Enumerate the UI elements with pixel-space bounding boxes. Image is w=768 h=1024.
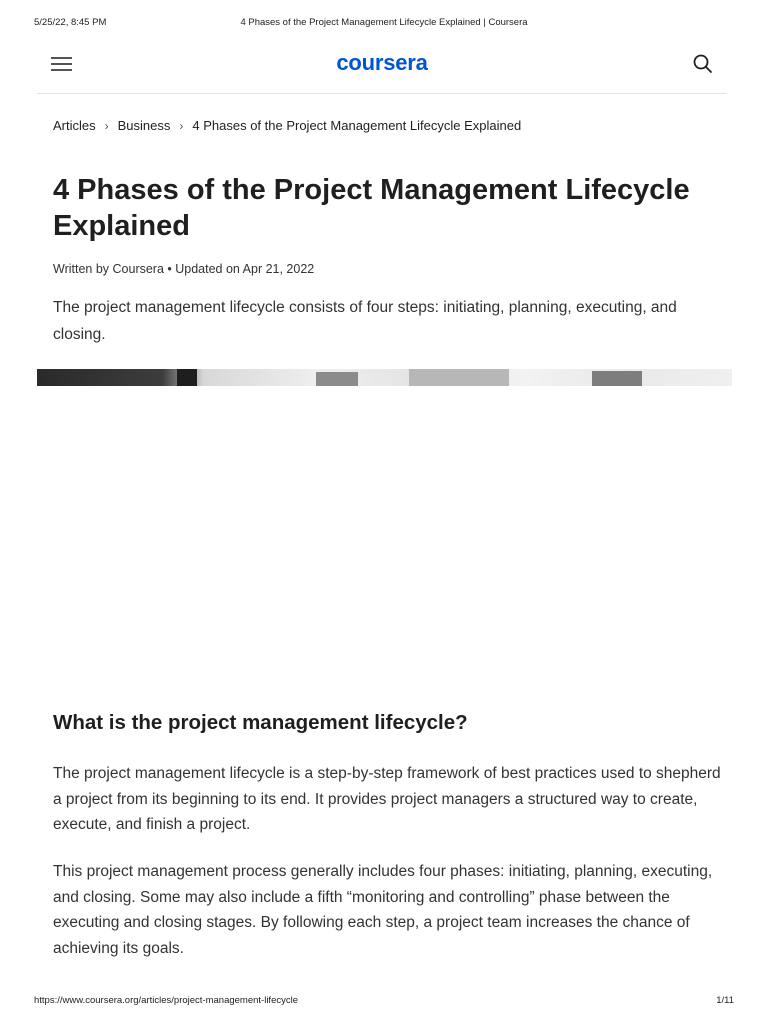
breadcrumb-business-link[interactable]: Business: [117, 118, 171, 133]
print-footer-url: https://www.coursera.org/articles/project-management-lifecycle: [34, 995, 298, 1006]
breadcrumb-separator-icon: ›: [179, 118, 184, 133]
search-icon[interactable]: [692, 53, 714, 75]
print-date: 5/25/22, 8:45 PM: [34, 17, 107, 28]
print-page-title: 4 Phases of the Project Management Lifecycle Explained | Coursera: [240, 17, 528, 28]
article-paragraph: This project management process generally includes four phases: initiating, planning, executing, and closing. Some may also include a fifth “monitoring and controlling” phase between the executing and closing stages. By following each step, a project team increases the chance of achieving its goals.: [53, 863, 713, 957]
breadcrumb-separator-icon: ›: [104, 118, 109, 133]
coursera-logo: [37, 50, 727, 76]
breadcrumb-articles-link[interactable]: Articles: [53, 118, 96, 133]
top-navigation-bar: [37, 40, 727, 94]
breadcrumb: [53, 118, 521, 133]
print-page-number: 1/11: [716, 995, 734, 1006]
hero-image: [37, 369, 732, 386]
print-header: [0, 17, 768, 29]
article-intro: The project management lifecycle consists of four steps: initiating, planning, executing, and closing.: [53, 299, 677, 343]
coursera-logo-link[interactable]: coursera: [336, 50, 428, 75]
print-footer: [0, 995, 768, 1007]
article-paragraph: The project management lifecycle is a step-by-step framework of best practices used to shepherd a project from its beginning to its end. It provides project managers a structured way to create, execute, and finish a project.: [53, 765, 721, 833]
article-byline: Written by Coursera • Updated on Apr 21, 2022: [53, 262, 315, 276]
article-title: 4 Phases of the Project Management Lifecycle Explained: [53, 174, 690, 242]
section-heading: What is the project management lifecycle?: [53, 711, 468, 734]
breadcrumb-current-page: 4 Phases of the Project Management Lifecycle Explained: [192, 118, 522, 133]
